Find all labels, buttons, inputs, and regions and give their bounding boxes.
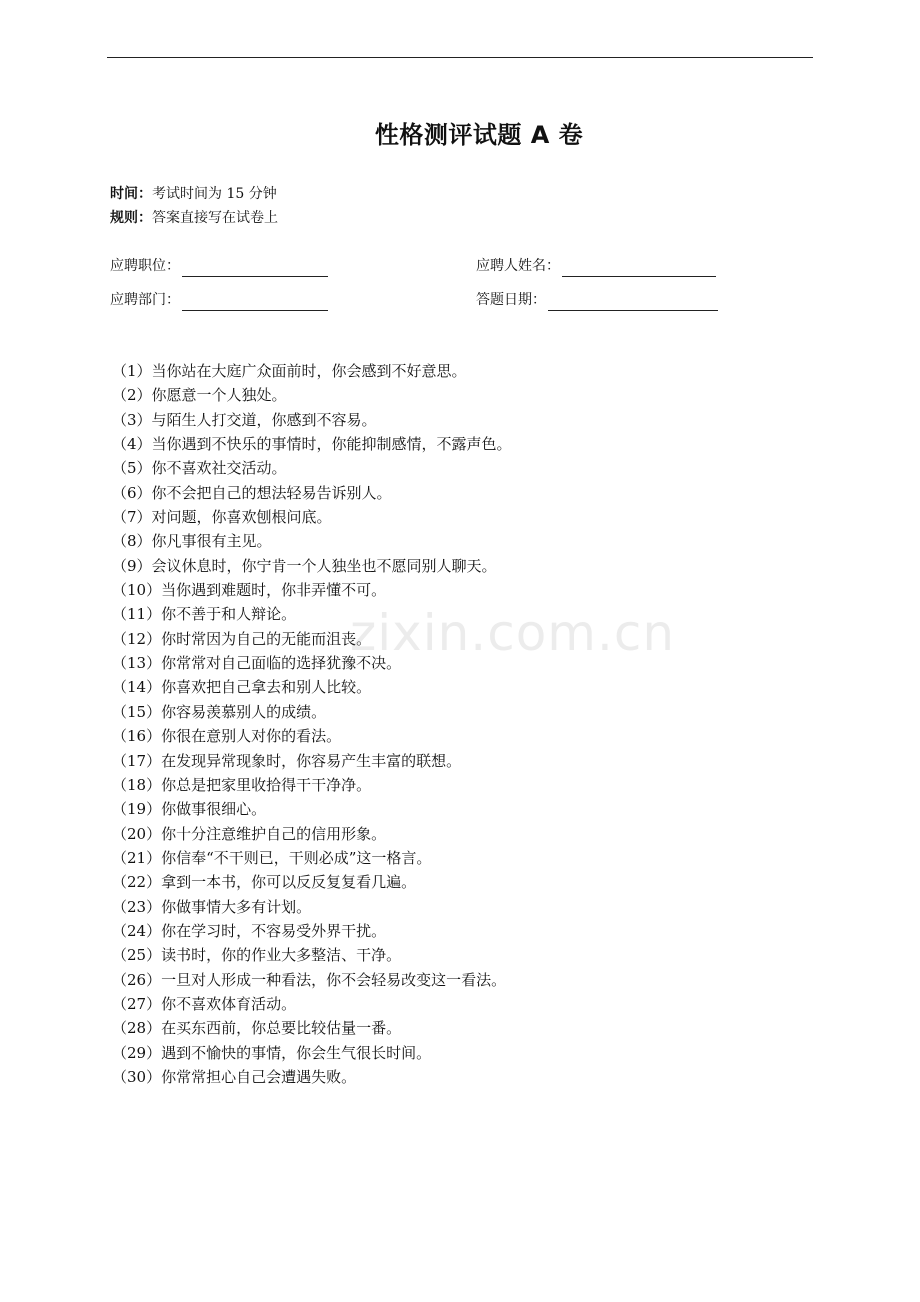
question-item: （15）你容易羡慕别人的成绩。 [112,702,327,721]
question-item: （24）你在学习时，不容易受外界干扰。 [112,921,387,940]
question-item: （17）在发现异常现象时，你容易产生丰富的联想。 [112,751,462,770]
time-text: 考试时间为 15 分钟 [152,186,277,202]
time-label: 时间： [110,186,152,202]
time-line [110,183,277,205]
question-item: （12）你时常因为自己的无能而沮丧。 [112,629,372,648]
question-item: （16）你很在意别人对你的看法。 [112,727,342,746]
rule-label: 规则： [110,210,152,226]
question-item: （23）你做事情大多有计划。 [112,897,312,916]
question-item: （27）你不喜欢体育活动。 [112,994,297,1013]
question-item: （5）你不喜欢社交活动。 [112,459,287,478]
question-item: （22）拿到一本书，你可以反反复复看几遍。 [112,873,417,892]
question-item: （18）你总是把家里收拾得干干净净。 [112,775,372,794]
question-item: （6）你不会把自己的想法轻易告诉别人。 [112,483,392,502]
question-item: （2）你愿意一个人独处。 [112,386,287,405]
date-field [476,289,718,311]
name-field [476,255,716,277]
question-item: （8）你凡事很有主见。 [112,532,272,551]
header-rule [107,57,813,58]
department-blank[interactable] [182,293,328,311]
position-field [110,255,328,277]
date-blank[interactable] [548,293,718,311]
question-item: （21）你信奉“不干则已，干则必成”这一格言。 [112,848,432,867]
position-label: 应聘职位： [110,258,180,274]
question-item: （7）对问题，你喜欢刨根问底。 [112,508,332,527]
question-item: （3）与陌生人打交道，你感到不容易。 [112,410,377,429]
question-item: （28）在买东西前，你总要比较估量一番。 [112,1019,402,1038]
page-title: 性格测评试题 A 卷 [374,121,584,149]
question-item: （13）你常常对自己面临的选择犹豫不决。 [112,654,402,673]
question-item: （10）当你遇到难题时，你非弄懂不可。 [112,581,387,600]
name-label: 应聘人姓名： [476,258,560,274]
question-item: （20）你十分注意维护自己的信用形象。 [112,824,387,843]
question-item: （11）你不善于和人辩论。 [112,605,297,624]
question-list [112,359,512,1089]
question-item: （4）当你遇到不快乐的事情时，你能抑制感情，不露声色。 [112,435,512,454]
rule-line [110,207,278,229]
question-item: （9）会议休息时，你宁肯一个人独坐也不愿同别人聊天。 [112,556,497,575]
department-field [110,289,328,311]
question-item: （1）当你站在大庭广众面前时，你会感到不好意思。 [112,362,467,380]
position-blank[interactable] [182,259,328,277]
question-item: （29）遇到不愉快的事情，你会生气很长时间。 [112,1043,432,1062]
question-item: （25）读书时，你的作业大多整洁、干净。 [112,946,402,965]
question-item: （30）你常常担心自己会遭遇失败。 [112,1067,357,1086]
date-label: 答题日期： [476,292,546,308]
question-item: （14）你喜欢把自己拿去和别人比较。 [112,678,372,697]
rule-text: 答案直接写在试卷上 [152,210,278,226]
question-item: （19）你做事很细心。 [112,800,267,819]
name-blank[interactable] [562,259,716,277]
question-item: （26）一旦对人形成一种看法，你不会轻易改变这一看法。 [112,970,507,989]
watermark: zixin.com.cn [350,604,676,662]
department-label: 应聘部门： [110,292,180,308]
